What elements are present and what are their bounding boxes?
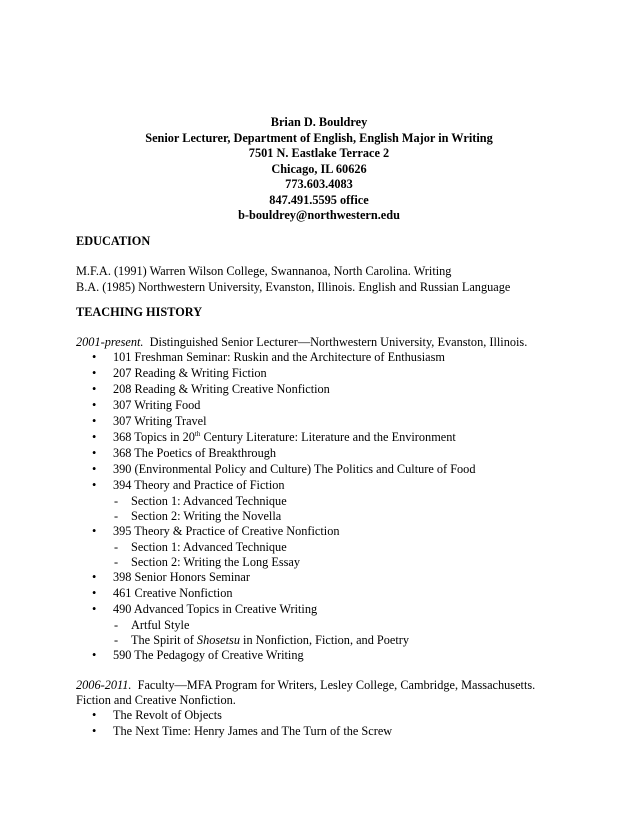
email: b-bouldrey@northwestern.edu	[238, 208, 400, 222]
bullet-icon: •	[92, 724, 97, 738]
phone: 773.603.4083	[285, 177, 353, 191]
course-label: 368 The Poetics of Breakthrough	[113, 446, 277, 460]
course-label: 101 Freshman Seminar: Ruskin and the Architecture of Enthusiasm	[113, 350, 445, 364]
bullet-icon: •	[92, 708, 97, 722]
sub-item: - Section 2: Writing the Novella	[114, 509, 282, 523]
section-label: Section 1: Advanced Technique	[131, 540, 287, 554]
list-item	[92, 366, 267, 382]
bullet-icon: •	[92, 524, 97, 538]
course-label: 394 Theory and Practice of Fiction	[113, 478, 285, 492]
course-label: 307 Writing Food	[113, 398, 201, 412]
course-label: 461 Creative Nonfiction	[113, 586, 233, 600]
bullet-icon: •	[92, 398, 97, 412]
bullet-icon: •	[92, 462, 97, 476]
bullet-icon: •	[92, 350, 97, 364]
list-item	[92, 586, 233, 602]
list-item	[92, 382, 330, 398]
position-title: Faculty—MFA Program for Writers, Lesley College, Cambridge, Massachusetts.	[137, 678, 536, 692]
section-label: The Spirit of Shosetsu in Nonfiction, Fiction, and Poetry	[131, 633, 410, 647]
course-label: The Revolt of Objects	[113, 708, 222, 722]
position-northwestern	[76, 334, 527, 350]
education-entry: M.F.A. (1991) Warren Wilson College, Swannanoa, North Carolina. Writing	[76, 264, 452, 278]
bullet-icon: •	[92, 586, 97, 600]
sub-item: - Section 1: Advanced Technique	[114, 540, 287, 554]
bullet-icon: •	[92, 430, 97, 444]
section-label: Section 1: Advanced Technique	[131, 494, 287, 508]
position-lesley	[76, 677, 535, 693]
sub-item: - Section 1: Advanced Technique	[114, 494, 287, 508]
bullet-icon: •	[92, 648, 97, 662]
list-item	[92, 462, 475, 478]
list-item	[92, 708, 222, 724]
list-item	[92, 524, 340, 540]
teaching-history-heading: TEACHING HISTORY	[76, 305, 203, 319]
contact-header	[0, 115, 638, 224]
position-subjects: Fiction and Creative Nonfiction.	[76, 693, 236, 707]
course-label: 307 Writing Travel	[113, 414, 207, 428]
bullet-icon: •	[92, 414, 97, 428]
course-label: 368 Topics in 20th Century Literature: Literature and the Environment	[113, 430, 456, 444]
list-item	[92, 570, 250, 586]
section-label: Section 2: Writing the Novella	[131, 509, 282, 523]
course-label: 395 Theory & Practice of Creative Nonfiction	[113, 524, 340, 538]
bullet-icon: •	[92, 382, 97, 396]
education-entry: B.A. (1985) Northwestern University, Evanston, Illinois. English and Russian Language	[76, 280, 511, 294]
office-phone: 847.491.5595 office	[269, 192, 369, 207]
section-label: Section 2: Writing the Long Essay	[131, 555, 301, 569]
list-item	[92, 350, 445, 366]
city-state-zip: Chicago, IL 60626	[271, 161, 367, 176]
course-label: 207 Reading & Writing Fiction	[113, 366, 267, 380]
street-address: 7501 N. Eastlake Terrace 2	[248, 146, 390, 160]
course-label: The Next Time: Henry James and The Turn of the Screw	[113, 724, 393, 738]
bullet-icon: •	[92, 478, 97, 492]
list-item	[92, 478, 285, 494]
list-item	[92, 446, 276, 462]
bullet-icon: •	[92, 366, 97, 380]
list-item	[92, 724, 392, 740]
bullet-icon: •	[92, 570, 97, 584]
course-label: 390 (Environmental Policy and Culture) The Politics and Culture of Food	[113, 462, 476, 476]
sub-item: - The Spirit of Shosetsu in Nonfiction, Fiction, and Poetry	[114, 633, 410, 647]
course-label: 208 Reading & Writing Creative Nonfiction	[113, 382, 330, 396]
bullet-icon: •	[92, 446, 97, 460]
section-label: Artful Style	[131, 618, 190, 632]
list-item	[92, 602, 317, 618]
list-item	[92, 414, 207, 430]
list-item	[92, 398, 200, 414]
sub-item: - Artful Style	[114, 618, 190, 632]
course-label: 490 Advanced Topics in Creative Writing	[113, 602, 318, 616]
name: Brian D. Bouldrey	[270, 115, 368, 129]
position-title: Distinguished Senior Lecturer—Northwestern University, Evanston, Illinois.	[149, 335, 528, 349]
course-label: 590 The Pedagogy of Creative Writing	[113, 648, 304, 662]
list-item	[92, 648, 304, 664]
list-item	[92, 430, 456, 446]
position-years: 2001-present.	[76, 335, 144, 349]
position-years: 2006-2011.	[76, 678, 132, 692]
sub-item: - Section 2: Writing the Long Essay	[114, 555, 301, 569]
job-title: Senior Lecturer, Department of English, English Major in Writing	[145, 130, 493, 145]
education-heading: EDUCATION	[76, 234, 151, 248]
bullet-icon: •	[92, 602, 97, 616]
course-label: 398 Senior Honors Seminar	[113, 570, 250, 584]
